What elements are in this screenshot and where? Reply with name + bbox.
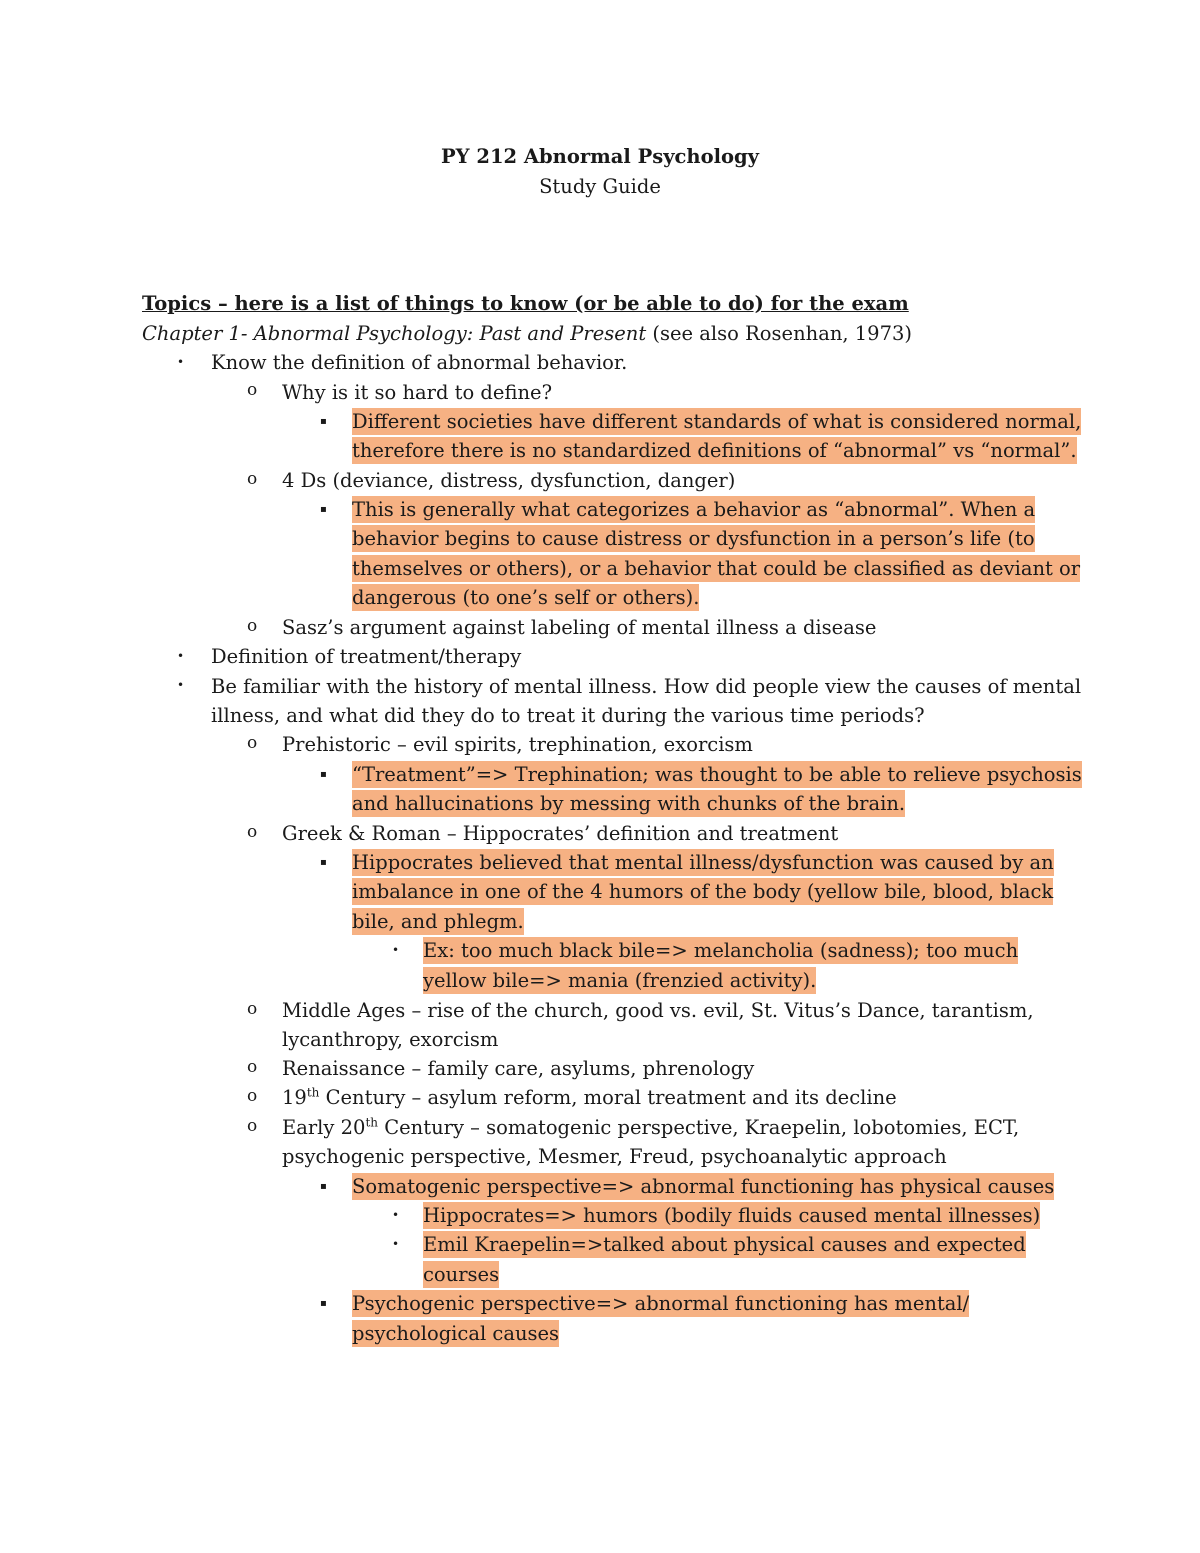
list-item: 4 Ds (deviance, distress, dysfunction, danger) bbox=[282, 469, 736, 492]
highlighted-note: “Treatment”=> Trephination; was thought to be able to relieve psychosis bbox=[352, 763, 1082, 786]
bullet-circle-marker: o bbox=[247, 999, 258, 1019]
document-title: PY 212 Abnormal Psychology bbox=[441, 145, 759, 168]
bullet-circle-marker: o bbox=[247, 1086, 258, 1106]
bullet-circle-marker: o bbox=[247, 733, 258, 753]
bullet-circle-marker: o bbox=[247, 822, 258, 842]
highlighted-note: Different societies have different standards of what is considered normal, bbox=[352, 410, 1082, 433]
list-item: Know the definition of abnormal behavior. bbox=[211, 351, 628, 374]
highlighted-note: Ex: too much black bile=> melancholia (sadness); too much bbox=[423, 939, 1019, 962]
list-item: Middle Ages – rise of the church, good vs. evil, St. Vitus’s Dance, tarantism, bbox=[282, 999, 1034, 1022]
topics-heading: Topics – here is a list of things to know (or be able to do) for the exam bbox=[142, 292, 909, 315]
highlighted-note: and hallucinations by messing with chunks of the brain. bbox=[352, 792, 906, 815]
highlighted-note: imbalance in one of the 4 humors of the body (yellow bile, blood, black bbox=[352, 880, 1054, 903]
highlighted-note: courses bbox=[423, 1263, 500, 1286]
bullet-circle-marker: o bbox=[247, 616, 258, 636]
bullet-disc-marker: • bbox=[392, 1208, 400, 1222]
bullet-circle-marker: o bbox=[247, 1057, 258, 1077]
bullet-square-marker: ▪ bbox=[320, 416, 327, 427]
list-item: Early 20th Century – somatogenic perspective, Kraepelin, lobotomies, ECT, bbox=[282, 1115, 1020, 1139]
bullet-square-marker: ▪ bbox=[320, 1298, 327, 1309]
bullet-square-marker: ▪ bbox=[320, 857, 327, 868]
highlighted-note: Psychogenic perspective=> abnormal functioning has mental/ bbox=[352, 1292, 970, 1315]
highlighted-note: bile, and phlegm. bbox=[352, 910, 524, 933]
bullet-circle-marker: o bbox=[247, 469, 258, 489]
highlighted-note: Hippocrates=> humors (bodily fluids caused mental illnesses) bbox=[423, 1204, 1041, 1227]
bullet-circle-marker: o bbox=[247, 1116, 258, 1136]
chapter-note: (see also Rosenhan, 1973) bbox=[646, 322, 913, 345]
highlighted-note: Somatogenic perspective=> abnormal functioning has physical causes bbox=[352, 1175, 1055, 1198]
list-item: Renaissance – family care, asylums, phrenology bbox=[282, 1057, 755, 1080]
list-item: Definition of treatment/therapy bbox=[211, 645, 522, 668]
highlighted-note: Hippocrates believed that mental illness/dysfunction was caused by an bbox=[352, 851, 1054, 874]
list-item: Be familiar with the history of mental illness. How did people view the causes of mental bbox=[211, 675, 1082, 698]
document-subtitle: Study Guide bbox=[539, 175, 661, 198]
list-item: 19th Century – asylum reform, moral treatment and its decline bbox=[282, 1085, 897, 1109]
list-item: Sasz’s argument against labeling of mental illness a disease bbox=[282, 616, 877, 639]
highlighted-note: Emil Kraepelin=>talked about physical causes and expected bbox=[423, 1233, 1026, 1256]
bullet-disc-marker: • bbox=[392, 943, 400, 957]
bullet-square-marker: ▪ bbox=[320, 769, 327, 780]
highlighted-note: dangerous (to one’s self or others). bbox=[352, 586, 700, 609]
list-item: Prehistoric – evil spirits, trephination, exorcism bbox=[282, 733, 753, 756]
highlighted-note: yellow bile=> mania (frenzied activity). bbox=[423, 969, 817, 992]
list-item: Greek & Roman – Hippocrates’ definition and treatment bbox=[282, 822, 839, 845]
bullet-disc-marker: • bbox=[177, 678, 185, 692]
list-item: illness, and what did they do to treat it during the various time periods? bbox=[211, 704, 925, 727]
highlighted-note: This is generally what categorizes a behavior as “abnormal”. When a bbox=[352, 498, 1036, 521]
chapter-line bbox=[142, 321, 912, 347]
bullet-disc-marker: • bbox=[177, 355, 185, 369]
highlighted-note: behavior begins to cause distress or dysfunction in a person’s life (to bbox=[352, 527, 1035, 550]
bullet-square-marker: ▪ bbox=[320, 1181, 327, 1192]
highlighted-note: psychological causes bbox=[352, 1322, 560, 1345]
list-item: Why is it so hard to define? bbox=[282, 381, 553, 404]
list-item: lycanthropy, exorcism bbox=[282, 1028, 499, 1051]
list-item: psychogenic perspective, Mesmer, Freud, psychoanalytic approach bbox=[282, 1145, 947, 1168]
bullet-disc-marker: • bbox=[392, 1237, 400, 1251]
highlighted-note: therefore there is no standardized definitions of “abnormal” vs “normal”. bbox=[352, 439, 1077, 462]
bullet-circle-marker: o bbox=[247, 380, 258, 400]
bullet-disc-marker: • bbox=[177, 649, 185, 663]
highlighted-note: themselves or others), or a behavior that could be classified as deviant or bbox=[352, 557, 1081, 580]
bullet-square-marker: ▪ bbox=[320, 504, 327, 515]
chapter-title: Chapter 1- Abnormal Psychology: Past and Present bbox=[142, 322, 647, 345]
